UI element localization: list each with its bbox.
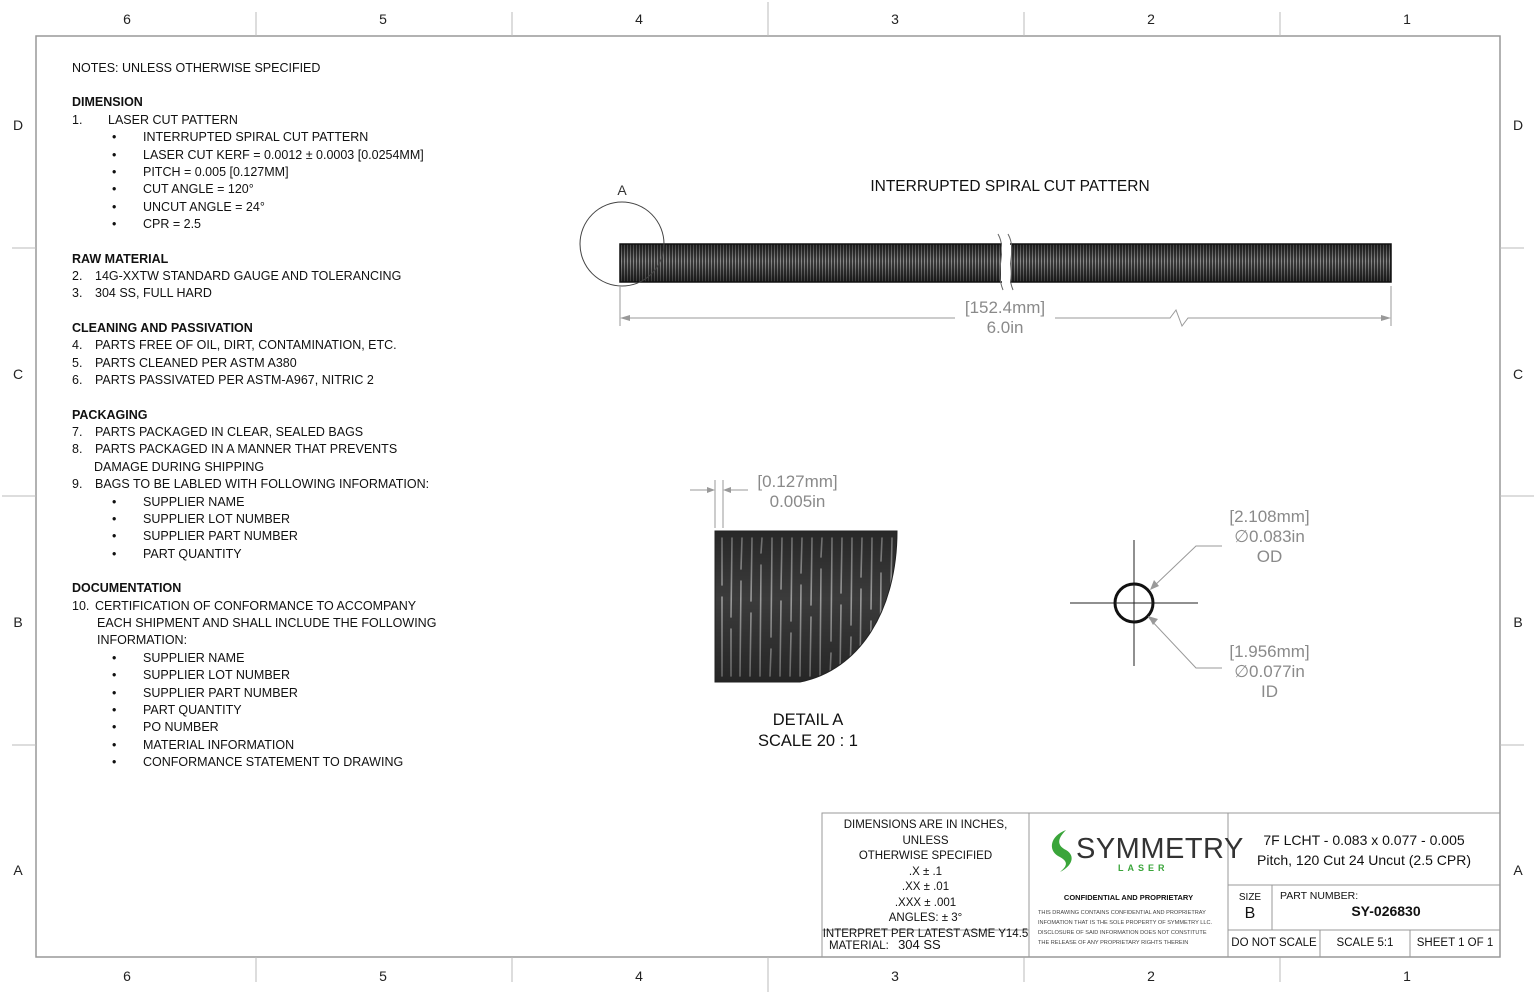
tube-section-view [1070, 540, 1222, 668]
pitch-in: 0.005in [769, 492, 826, 511]
tolerance-line: ANGLES: ± 3° [888, 912, 963, 924]
id-label: ID [1261, 682, 1278, 701]
od-in: ∅0.083in [1234, 527, 1305, 546]
material-value: 304 SS [898, 937, 941, 952]
notes-item: 5. PARTS CLEANED PER ASTM A380 [72, 355, 297, 370]
logo-wordmark: SYMMETRY [1076, 833, 1244, 865]
notes-item: 10. CERTIFICATION OF CONFORMANCE TO ACCOMPANY [72, 598, 417, 613]
notes-raw-material-heading: RAW MATERIAL [72, 251, 169, 266]
material-field [829, 937, 941, 952]
notes-item-continued: DAMAGE DURING SHIPPING [94, 459, 265, 474]
notes-bullet: • CUT ANGLE = 120° [72, 181, 436, 198]
tolerance-line: .XX ± .01 [901, 881, 950, 893]
tolerance-block [822, 818, 1029, 942]
zone-top-4: 4 [635, 11, 643, 27]
od-dimension [1212, 507, 1327, 567]
size-label: SIZE [1238, 892, 1262, 903]
description-line-2: Pitch, 120 Cut 24 Uncut (2.5 CPR) [1257, 852, 1471, 868]
notes-bullet: • PITCH = 0.005 [0.127MM] [72, 164, 436, 181]
zone-bottom-5: 5 [379, 968, 387, 984]
pitch-dimension [740, 472, 855, 512]
notes-packaging-heading: PACKAGING [72, 407, 148, 422]
do-not-scale: DO NOT SCALE [1231, 937, 1317, 949]
description-line-1: 7F LCHT - 0.083 x 0.077 - 0.005 [1263, 832, 1465, 848]
notes-bullet: • PO NUMBER [72, 719, 436, 736]
notes-item: 8. PARTS PACKAGED IN A MANNER THAT PREVENTS [72, 442, 398, 457]
length-in: 6.0in [986, 318, 1024, 337]
notes-bullet: • PART QUANTITY [72, 546, 436, 563]
zone-left-a: A [13, 862, 23, 878]
notes-bullet: • SUPPLIER NAME [72, 494, 436, 511]
disclaimer-line: DISCLOSURE OF SAID INFORMATION DOES NOT CONSTITUTE [1038, 930, 1207, 936]
disclaimer-line: THE RELEASE OF ANY PROPRIETARY RIGHTS THEREIN [1038, 940, 1189, 946]
logo-subtitle: LASER [1118, 863, 1169, 873]
notes-item: 9. BAGS TO BE LABLED WITH FOLLOWING INFORMATION: [72, 477, 430, 492]
material-label: MATERIAL: [829, 940, 889, 952]
zone-right-c: C [1512, 366, 1524, 382]
zone-top-3: 3 [891, 11, 899, 27]
notes-documentation-heading: DOCUMENTATION [72, 581, 182, 596]
notes-bullet: • PART QUANTITY [72, 702, 436, 719]
main-view-title: INTERRUPTED SPIRAL CUT PATTERN [870, 178, 1150, 195]
zone-top-2: 2 [1147, 11, 1155, 27]
drawing-notes [72, 60, 436, 772]
id-dimension [1212, 642, 1327, 702]
detail-callout-letter: A [617, 182, 627, 198]
notes-bullet: • UNCUT ANGLE = 24° [72, 199, 436, 216]
notes-bullet: • SUPPLIER PART NUMBER [72, 685, 436, 702]
zone-top-5: 5 [379, 11, 387, 27]
zone-top-1: 1 [1403, 11, 1411, 27]
pitch-mm: [0.127mm] [757, 472, 838, 491]
tolerance-line: INTERPRET PER LATEST ASME Y14.5 [822, 927, 1029, 940]
tolerance-line: .XXX ± .001 [894, 896, 957, 909]
notes-bullet: • MATERIAL INFORMATION [72, 737, 436, 754]
od-label: OD [1256, 547, 1283, 566]
detail-a-title: DETAIL A [772, 711, 844, 729]
size-value: B [1244, 905, 1256, 922]
notes-bullet: • SUPPLIER NAME [72, 650, 436, 667]
notes-dimension-heading: DIMENSION [72, 95, 143, 110]
length-dimension [940, 298, 1070, 338]
notes-item-continued: INFORMATION: [97, 633, 188, 648]
zone-bottom-3: 3 [891, 968, 899, 984]
part-description [1228, 830, 1500, 870]
notes-item: 7. PARTS PACKAGED IN CLEAR, SEALED BAGS [72, 424, 364, 439]
notes-item: 1. LASER CUT PATTERN [72, 112, 238, 127]
detail-a-scale: SCALE 20 : 1 [758, 732, 858, 750]
zone-bottom-4: 4 [635, 968, 643, 984]
notes-bullet: • INTERRUPTED SPIRAL CUT PATTERN [72, 129, 436, 146]
zone-right-a: A [1513, 862, 1523, 878]
length-mm: [152.4mm] [964, 298, 1046, 317]
id-mm: [1.956mm] [1229, 642, 1310, 661]
id-in: ∅0.077in [1234, 662, 1305, 681]
tolerance-line: DIMENSIONS ARE IN INCHES, UNLESS [843, 819, 1008, 847]
detail-a-caption [718, 710, 898, 752]
sheet-number: SHEET 1 OF 1 [1416, 937, 1494, 949]
confidential-disclaimer [1038, 908, 1224, 948]
scale-value: SCALE 5:1 [1336, 937, 1394, 949]
notes-item: 4. PARTS FREE OF OIL, DIRT, CONTAMINATION, ETC. [72, 338, 397, 353]
part-number: SY-026830 [1351, 903, 1421, 919]
notes-bullet: • SUPPLIER LOT NUMBER [72, 667, 436, 684]
zone-right-b: B [1513, 614, 1523, 630]
confidential-heading: CONFIDENTIAL AND PROPRIETARY [1063, 893, 1194, 902]
zone-left-c: C [12, 366, 24, 382]
notes-bullet: • CPR = 2.5 [72, 216, 436, 233]
disclaimer-line: THIS DRAWING CONTAINS CONFIDENTIAL AND PROPRIETRAY [1038, 910, 1206, 916]
notes-item: 3. 304 SS, FULL HARD [72, 286, 212, 301]
zone-right-d: D [1512, 117, 1524, 133]
notes-cleaning-heading: CLEANING AND PASSIVATION [72, 320, 253, 335]
notes-bullet: • LASER CUT KERF = 0.0012 ± 0.0003 [0.0254MM] [72, 147, 436, 164]
notes-item-continued: EACH SHIPMENT AND SHALL INCLUDE THE FOLLOWING [97, 615, 437, 630]
od-mm: [2.108mm] [1229, 507, 1310, 526]
tolerance-line: OTHERWISE SPECIFIED [858, 850, 993, 862]
notes-bullet: • CONFORMANCE STATEMENT TO DRAWING [72, 754, 436, 771]
notes-title: NOTES: UNLESS OTHERWISE SPECIFIED [72, 61, 321, 75]
notes-bullet: • SUPPLIER LOT NUMBER [72, 511, 436, 528]
symmetry-logo-mark [1052, 830, 1072, 872]
notes-bullet: • SUPPLIER PART NUMBER [72, 528, 436, 545]
zone-bottom-6: 6 [123, 968, 131, 984]
zone-left-b: B [13, 614, 23, 630]
notes-item: 2. 14G-XXTW STANDARD GAUGE AND TOLERANCING [72, 269, 402, 284]
tolerance-line: .X ± .1 [908, 865, 943, 878]
part-number-label: PART NUMBER: [1280, 890, 1359, 902]
zone-bottom-2: 2 [1147, 968, 1155, 984]
zone-top-6: 6 [123, 11, 131, 27]
zone-bottom-1: 1 [1403, 968, 1411, 984]
disclaimer-line: INFOMATION THAT IS THE SOLE PROPERTY OF SYMMETRY LLC. [1038, 920, 1213, 926]
zone-left-d: D [12, 117, 24, 133]
notes-item: 6. PARTS PASSIVATED PER ASTM-A967, NITRIC 2 [72, 373, 374, 388]
